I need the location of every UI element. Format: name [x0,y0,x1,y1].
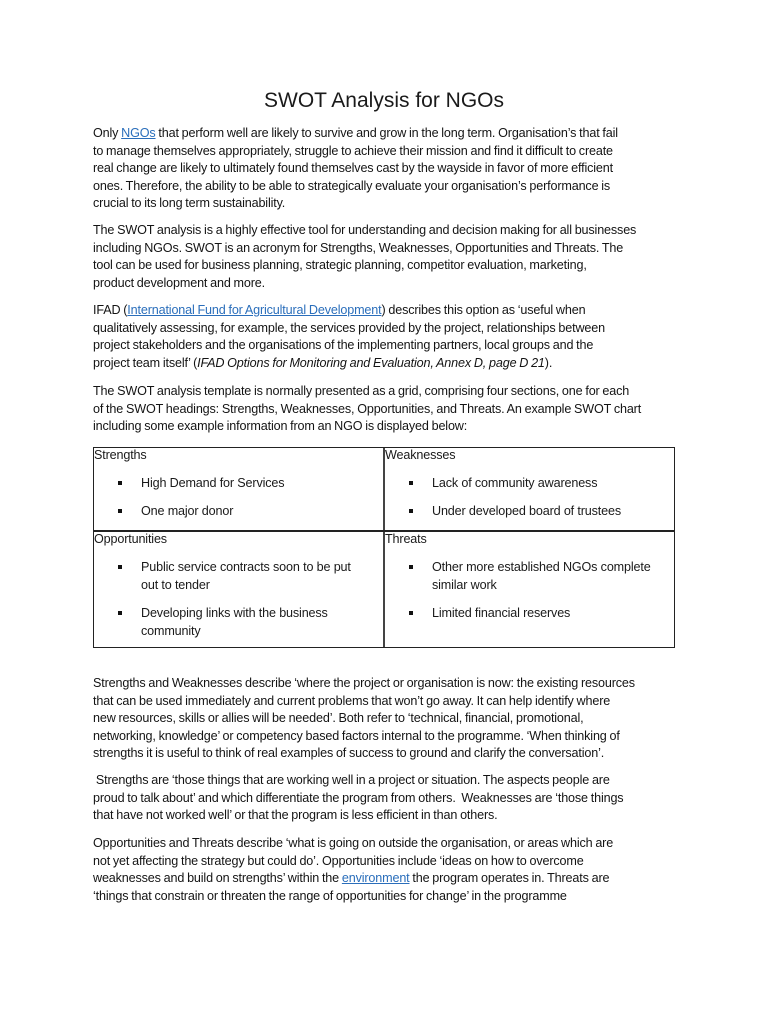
swot-cell-threats: Threats Other more established NGOs complete similar work Limited financial reserves [385,532,651,620]
text-line: product development and more. [93,275,265,290]
text-line: of the SWOT headings: Strengths, Weaknesses, Opportunities, and Threats. An example SWOT chart [93,401,642,416]
text-line: to manage themselves appropriately, struggle to achieve their mission and find it difficult to create [93,143,613,158]
environment-link[interactable]: environment [341,871,410,886]
text-line: Strengths are ‘those things that are working well in a project or situation. The aspects people are [93,773,610,787]
text-line: including NGOs. SWOT is an acronym for Strengths, Weaknesses, Opportunities and Threats. The [93,240,624,255]
text-line: networking, knowledge’ or competency based factors internal to the programme. ‘When thinking of [93,728,620,743]
text-line: qualitatively assessing, for example, the services provided by the project, relationships between [93,320,605,335]
bullet-icon [409,611,413,615]
swot-cell-weaknesses: Weaknesses Lack of community awareness Under developed board of trustees [385,448,621,518]
paragraph-swot-definition [93,222,679,292]
bullet-icon [409,565,413,569]
text-line: project stakeholders and the organisations of the implementing partners, local groups and the [93,338,594,353]
ngos-link[interactable]: NGOs [121,126,156,140]
paragraph-opportunities-threats [93,835,679,905]
text-line: Opportunities and Threats describe ‘what is going on outside the organisation, or areas which are [93,836,614,850]
text-line: that can be used immediately and current problems that won’t go away. It can help identify where [93,693,611,708]
text-line: project team itself’ (IFAD Options for Monitoring and Evaluation, Annex D, page D 21). [93,355,553,370]
text-line: ones. Therefore, the ability to be able to strategically evaluate your organisation’s performance is [93,178,611,193]
text-line: strengths it is useful to think of real examples of success to ground and clarify the conversation’. [93,746,605,761]
text-line: real change are likely to ultimately found themselves cast by the wayside in favor of more efficient [93,161,613,176]
cell-heading: Opportunities [94,532,167,546]
text-line: The SWOT analysis is a highly effective tool for understanding and decision making for all businesses [93,223,637,237]
swot-cell-strengths: Strengths High Demand for Services One major donor [94,448,285,518]
bullet-icon [409,481,413,485]
text-line: Strengths and Weaknesses describe ‘where the project or organisation is now: the existing resources [93,676,635,690]
paragraph-strengths-weaknesses [93,675,679,763]
paragraph-intro [93,125,679,213]
bullet-icon [118,565,122,569]
paragraph-template-intro [93,383,679,436]
text-line: weaknesses and build on strengths’ within the environment the program operates in. Threats are [93,871,610,886]
swot-table [93,447,675,648]
bullet-icon [118,611,122,615]
text-line: tool can be used for business planning, strategic planning, competitor evaluation, marketing, [93,258,587,273]
text-line: proud to talk about’ and which differentiate the program from others. Weaknesses are ‘those things [93,790,624,805]
text-line: ‘things that constrain or threaten the range of opportunities for change’ in the programme [93,888,567,903]
text-line: not yet affecting the strategy but could do’. Opportunities include ‘ideas on how to overcome [93,853,584,868]
text-line: IFAD (International Fund for Agricultural Development) describes this option as ‘useful when [93,303,586,317]
swot-cell-opportunities: Opportunities Public service contracts soon to be put out to tender Developing links with the business community [94,532,351,638]
text-line: new resources, skills or allies will be needed’. Both refer to ‘technical, financial, promotional, [93,711,584,726]
bullet-icon [118,481,122,485]
text-line: The SWOT analysis template is normally presented as a grid, comprising four sections, one for each [93,384,630,398]
bullet-icon [118,509,122,513]
page-title: SWOT Analysis for NGOs [264,89,504,112]
text-line: crucial to its long term sustainability. [93,196,286,211]
text-line: Only NGOs that perform well are likely to survive and grow in the long term. Organisation’s that fail [93,126,618,140]
citation: IFAD Options for Monitoring and Evaluation, Annex D, page D 21 [197,355,545,370]
bullet-icon [409,509,413,513]
text-line: that have not worked well’ or that the program is less efficient in than others. [93,808,498,823]
cell-heading: Weaknesses [385,448,456,462]
ifad-link[interactable]: International Fund for Agricultural Development [127,303,382,317]
text-line: including some example information from an NGO is displayed below: [93,419,468,434]
paragraph-ifad [93,302,679,372]
paragraph-strengths-definition [93,772,679,825]
cell-heading: Strengths [94,448,147,462]
cell-heading: Threats [385,532,427,546]
